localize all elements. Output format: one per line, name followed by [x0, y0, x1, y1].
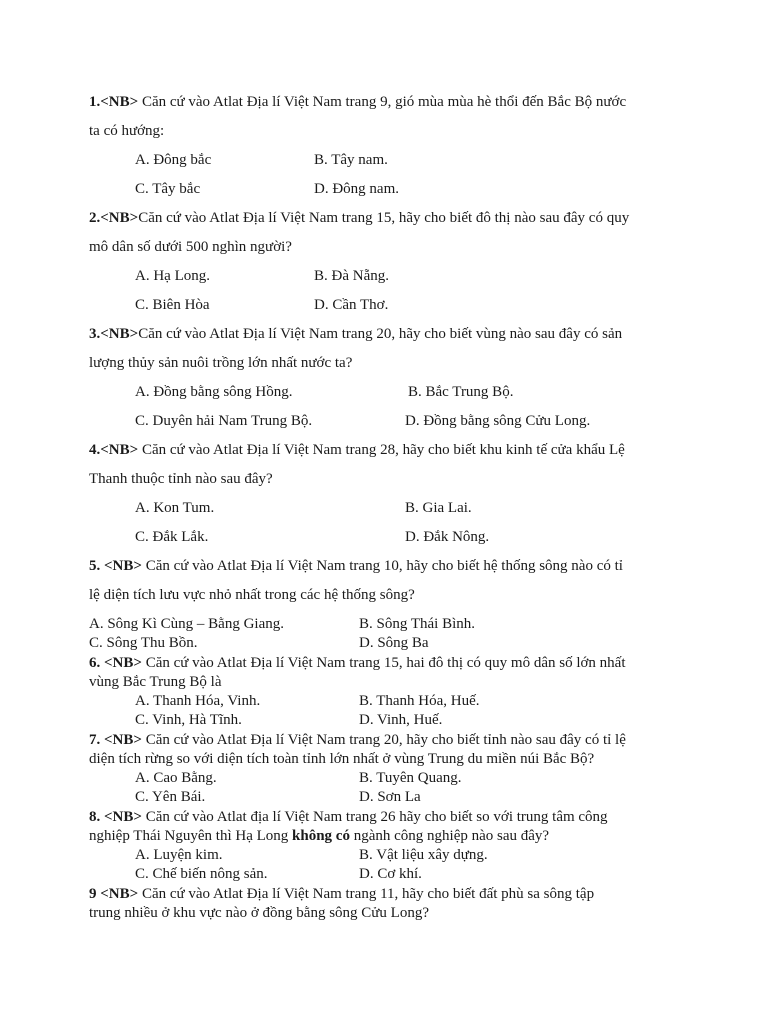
- question-level: <NB>: [100, 442, 139, 458]
- question-9-stem: [89, 885, 594, 903]
- question-8-option-d: D. Cơ khí.: [359, 866, 422, 882]
- question-4-option-d: D. Đắk Nông.: [405, 529, 490, 545]
- question-3-option-b: B. Bắc Trung Bộ.: [408, 384, 514, 400]
- question-5-stem-cont: lệ diện tích lưu vực nhỏ nhất trong các hệ thống sông?: [89, 587, 415, 603]
- question-text: Căn cứ vào Atlat Địa lí Việt Nam trang 15, hai đô thị có quy mô dân số lớn nhất: [141, 655, 626, 671]
- question-level: <NB>: [100, 558, 142, 574]
- question-text: nghiệp Thái Nguyên thì Hạ Long: [89, 828, 293, 844]
- question-text: Căn cứ vào Atlat địa lí Việt Nam trang 26 hãy cho biết so với trung tâm công: [141, 809, 608, 825]
- question-4-option-b: B. Gia Lai.: [405, 500, 472, 516]
- question-6-option-a: A. Thanh Hóa, Vinh.: [135, 693, 261, 709]
- question-text: Căn cứ vào Atlat Địa lí Việt Nam trang 20, hãy cho biết tỉnh nào sau đây có tỉ lệ: [141, 732, 626, 748]
- question-2-option-d: D. Cần Thơ.: [314, 297, 389, 313]
- question-8-option-a: A. Luyện kim.: [135, 847, 223, 863]
- question-1-option-d: D. Đông nam.: [314, 181, 399, 197]
- question-8-option-c: C. Chế biến nông sản.: [135, 866, 268, 882]
- question-level: <NB>: [100, 210, 139, 226]
- question-3-option-c: C. Duyên hải Nam Trung Bộ.: [135, 413, 313, 429]
- question-number: 2.: [89, 210, 101, 226]
- question-3-stem: [89, 325, 622, 343]
- question-1-stem-cont: ta có hướng:: [89, 123, 165, 139]
- question-2-stem: [89, 209, 629, 227]
- question-2-option-b: B. Đà Nẵng.: [314, 268, 389, 284]
- question-1-stem: [89, 93, 626, 111]
- question-number: 1.: [89, 94, 101, 110]
- question-8-option-b: B. Vật liệu xây dựng.: [359, 847, 488, 863]
- question-4-stem-cont: Thanh thuộc tỉnh nào sau đây?: [89, 471, 273, 487]
- question-level: <NB>: [100, 809, 142, 825]
- question-text: Căn cứ vào Atlat Địa lí Việt Nam trang 10, hãy cho biết hệ thống sông nào có tỉ: [141, 558, 623, 574]
- question-number: 4.: [89, 442, 101, 458]
- question-number: 5.: [89, 558, 101, 574]
- question-7-option-b: B. Tuyên Quang.: [359, 770, 462, 786]
- question-4-stem: [89, 441, 625, 459]
- question-level: <NB>: [100, 655, 142, 671]
- question-number: 8.: [89, 809, 101, 825]
- question-text: Căn cứ vào Atlat Địa lí Việt Nam trang 11, hãy cho biết đất phù sa sông tập: [138, 886, 595, 902]
- question-7-option-d: D. Sơn La: [359, 789, 421, 805]
- question-6-option-b: B. Thanh Hóa, Huế.: [359, 693, 480, 709]
- question-text: Căn cứ vào Atlat Địa lí Việt Nam trang 28, hãy cho biết khu kinh tế cửa khẩu Lệ: [138, 442, 625, 458]
- question-7-option-a: A. Cao Bằng.: [135, 770, 217, 786]
- question-number: 3.: [89, 326, 101, 342]
- question-3-stem-cont: lượng thủy sản nuôi trồng lớn nhất nước ta?: [89, 355, 353, 371]
- question-text: Căn cứ vào Atlat Địa lí Việt Nam trang 9, gió mùa mùa hè thổi đến Bắc Bộ nước: [138, 94, 627, 110]
- question-level: <NB>: [100, 94, 139, 110]
- question-1-option-c: C. Tây bắc: [135, 181, 201, 197]
- question-5-option-b: B. Sông Thái Bình.: [359, 616, 475, 632]
- question-text: Căn cứ vào Atlat Địa lí Việt Nam trang 15, hãy cho biết đô thị nào sau đây có quy: [138, 210, 630, 226]
- question-6-option-c: C. Vinh, Hà Tĩnh.: [135, 712, 242, 728]
- question-5-option-a: A. Sông Kì Cùng – Bằng Giang.: [89, 616, 284, 632]
- question-6-stem: [89, 654, 626, 672]
- question-1-option-b: B. Tây nam.: [314, 152, 388, 168]
- question-6-option-d: D. Vinh, Huế.: [359, 712, 443, 728]
- question-8-stem: [89, 808, 608, 826]
- question-emphasis: không có: [292, 828, 350, 844]
- question-2-option-c: C. Biên Hòa: [135, 297, 210, 313]
- question-2-stem-cont: mô dân số dưới 500 nghìn người?: [89, 239, 292, 255]
- question-3-option-d: D. Đồng bằng sông Cửu Long.: [405, 413, 591, 429]
- question-1-option-a: A. Đông bắc: [135, 152, 212, 168]
- question-5-option-c: C. Sông Thu Bồn.: [89, 635, 198, 651]
- question-number: 7.: [89, 732, 101, 748]
- question-5-option-d: D. Sông Ba: [359, 635, 429, 651]
- question-level: <NB>: [100, 732, 142, 748]
- question-text: ngành công nghiệp nào sau đây?: [349, 828, 550, 844]
- question-6-stem-cont: vùng Bắc Trung Bộ là: [89, 674, 222, 690]
- question-level: <NB>: [96, 886, 139, 902]
- question-8-stem-cont: [89, 827, 549, 845]
- question-number: 6.: [89, 655, 101, 671]
- question-4-option-a: A. Kon Tum.: [135, 500, 215, 516]
- question-5-stem: [89, 557, 623, 575]
- question-4-option-c: C. Đắk Lắk.: [135, 529, 209, 545]
- question-7-option-c: C. Yên Bái.: [135, 789, 206, 805]
- question-level: <NB>: [100, 326, 139, 342]
- question-7-stem: [89, 731, 626, 749]
- question-2-option-a: A. Hạ Long.: [135, 268, 210, 284]
- question-7-stem-cont: diện tích rừng so với diện tích toàn tỉnh lớn nhất ở vùng Trung du miền núi Bắc Bộ?: [89, 751, 595, 767]
- question-9-stem-cont: trung nhiều ở khu vực nào ở đồng bằng sông Cửu Long?: [89, 905, 429, 921]
- question-3-option-a: A. Đồng bằng sông Hồng.: [135, 384, 293, 400]
- question-number: 9: [89, 886, 97, 902]
- question-text: Căn cứ vào Atlat Địa lí Việt Nam trang 20, hãy cho biết vùng nào sau đây có sản: [138, 326, 623, 342]
